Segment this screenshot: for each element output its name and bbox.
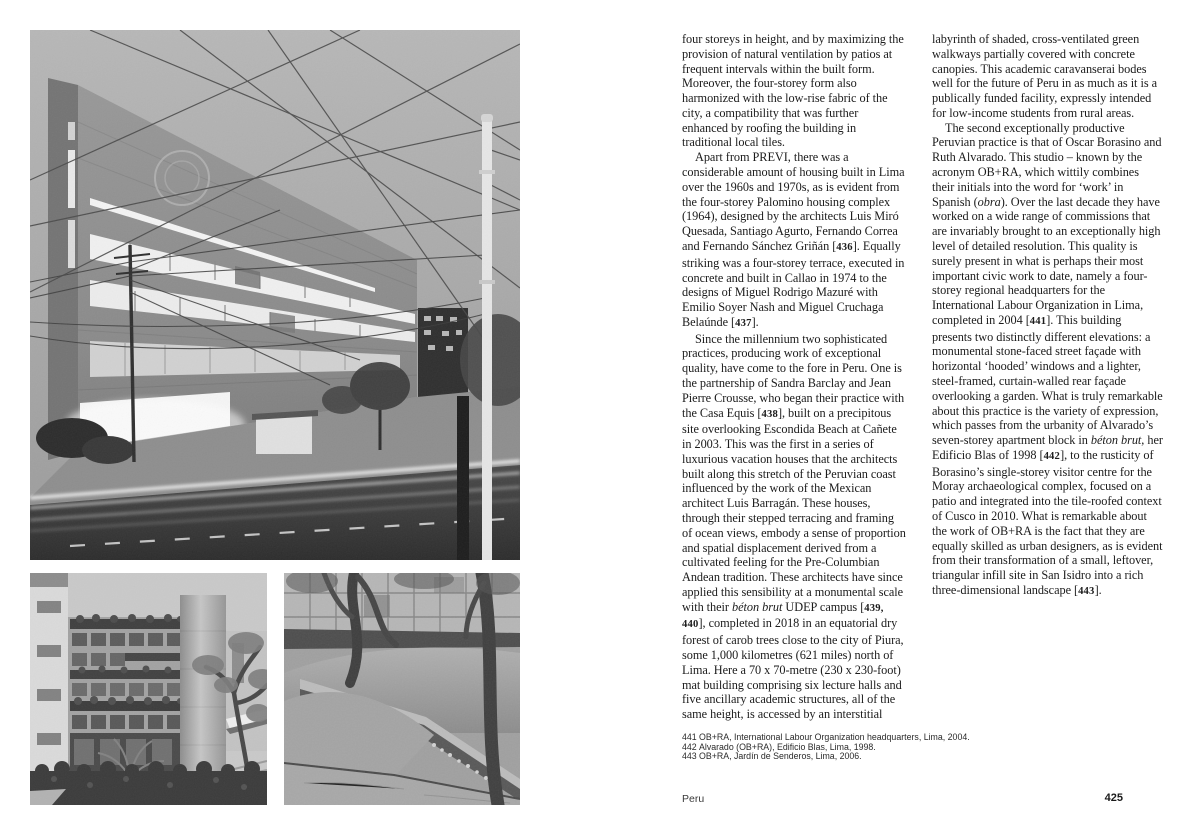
photo-ilo-headquarters-night bbox=[30, 30, 520, 560]
photo-edificio-blas bbox=[30, 573, 267, 805]
paragraph: The second exceptionally productive Peruvian practice is that of Oscar Borasino and Ruth Alvarado. This studio – known by the acronym OB+RA, which wittily combines their initials into the word for ‘work’ in Spanish (obra). Over the last decade they have worked on a wide range of commissions that are invariably brought to an exceptionally high level of detailed resolution. This quality is surely present in what is perhaps their most important civic work to date, namely a four-storey regional headquarters for the International Labour Organization in Lima, completed in 2004 [441]. This building presents two distinctly different elevations: a monumental stone-faced street façade with horizontal ‘hooded’ windows and a lighter, steel-framed, curtain-walled rear façade overlooking a garden. What is truly remarkable about this practice is the variety of expression, which passes from the urbanity of Alvarado’s seven-storey apartment block in béton brut, her Edificio Blas of 1998 [442], to the rusticity of Borasino’s single-storey visitor centre for the Moray archaeological complex, focused on a patio and integrated into the tile-roofed context of Cusco in 2010. What is remarkable about the work of OB+RA is the fact that they are equally skilled as urban designers, as is evident from their transformation of a small, leftover, triangular infill site in San Isidro into a rich three-dimensional landscape [443]. bbox=[932, 120, 1163, 597]
caption-number: 442 bbox=[682, 741, 697, 752]
page-number: 425 bbox=[1104, 792, 1123, 804]
photo-ilo-illustration bbox=[30, 30, 520, 560]
text-column-right bbox=[932, 32, 1163, 600]
caption-row bbox=[682, 752, 1162, 762]
photo-jardin-de-senderos bbox=[284, 573, 520, 805]
caption-text: OB+RA, International Labour Organization headquarters, Lima, 2004. bbox=[699, 732, 970, 742]
caption-number: 441 bbox=[682, 732, 697, 742]
running-footer-chapter: Peru bbox=[682, 793, 705, 805]
paragraph: labyrinth of shaded, cross-ventilated green walkways partially covered with concrete canopies. This academic caravanserai bodes well for the future of Peru in as much as it is a publically funded facility, expressly intended for low-income students from rural areas. bbox=[932, 32, 1157, 120]
paragraph: Since the millennium two sophisticated practices, producing work of exceptional quality, have come to the fore in Peru. One is the partnership of Sandra Barclay and Jean Pierre Crousse, who began their practice with the Casa Equis [438], built on a precipitous site overlooking Escondida Beach at Cañete in 2003. This was the first in a series of luxurious vacation houses that the architects built along this stretch of the Peruvian coast influenced by the work of the Mexican architect Luis Barragán. These houses, through their stepped terracing and framing of ocean views, embody a sense of proportion and spatial displacement derived from a cultivated feeling for the Pre-Columbian Andean tradition. These architects have since applied this sensibility at a monumental scale with their béton brut UDEP campus [439, 440], completed in 2018 in an equatorial dry forest of carob trees close to the city of Piura, some 1,000 kilometres (621 miles) north of Lima. Here a 70 x 70-metre (230 x 230-foot) mat building comprising six lecture halls and five ancillary academic structures, all of the same height, is accessed by an interstitial bbox=[682, 331, 906, 722]
paragraph: Apart from PREVI, there was a considerable amount of housing built in Lima over the 1960s and 1970s, as is evident from the four-storey Palomino housing complex (1964), designed by the architects Luis Miró Quesada, Santiago Agurto, Fernando Correa and Fernando Sánchez Griñán [436]. Equally striking was a four-storey terrace, executed in concrete and built in Callao in 1974 to the designs of Miguel Rodrigo Mazuré with Emilio Soyer Nash and Miguel Cruchaga Belaúnde [437]. bbox=[682, 150, 905, 329]
photo-edificio-blas-illustration bbox=[30, 573, 267, 805]
photo-jardin-illustration bbox=[284, 573, 520, 805]
caption-number: 443 bbox=[682, 751, 697, 762]
figure-captions bbox=[682, 733, 1162, 762]
caption-text: Alvarado (OB+RA), Edificio Blas, Lima, 1998. bbox=[699, 741, 876, 752]
text-column-left bbox=[682, 32, 907, 722]
paragraph: four storeys in height, and by maximizing the provision of natural ventilation by patios at frequent intervals within the built form. Moreover, the four-storey form also harmonized with the low-rise fabric of the city, a compatibility that was further enhanced by roofing the building in traditional local tiles. bbox=[682, 32, 904, 150]
caption-text: OB+RA, Jardín de Senderos, Lima, 2006. bbox=[699, 751, 862, 762]
